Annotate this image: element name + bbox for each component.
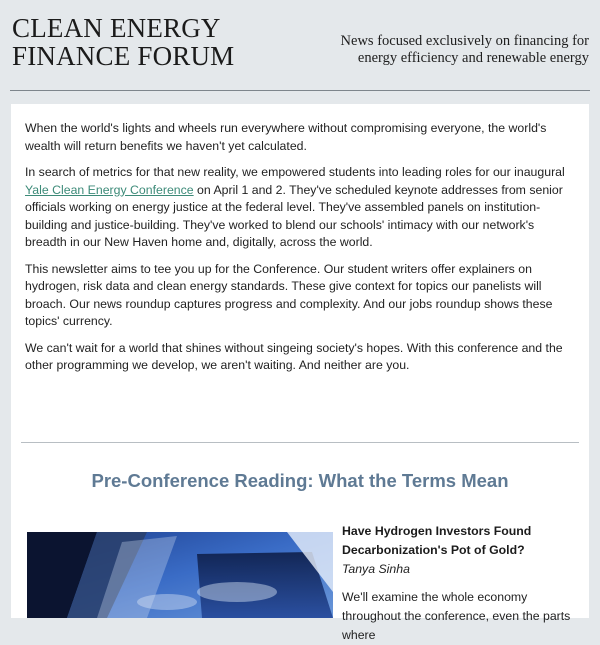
intro-section (11, 104, 589, 375)
newsletter-body (11, 104, 589, 642)
logo-line-1: CLEAN ENERGY (12, 13, 221, 43)
section-divider (21, 442, 579, 443)
featured-article (342, 522, 582, 645)
masthead (0, 0, 600, 90)
article-author: Tanya Sinha (342, 562, 410, 576)
tagline (341, 33, 589, 67)
article-title[interactable]: Have Hydrogen Investors Found Decarbonization's Pot of Gold? (342, 524, 532, 557)
intro-p2-text-after: on April 1 and 2. They've scheduled keynote addresses from senior officials working on energy justice at the federal level. They've assembled panels on institution-building and justice-building. They've worked to blend our schools' intimacy with our network's breadth in our New Haven home and, digitally, across the world. (25, 182, 563, 249)
intro-paragraph-1: When the world's lights and wheels run everywhere without compromising everyone, the world's wealth will return benefits we haven't yet calculated. (25, 121, 547, 153)
intro-paragraph-4: We can't wait for a world that shines without singeing society's hopes. With this conference and the other programming we develop, we aren't waiting. And neither are you. (25, 340, 563, 372)
article-thumbnail-image[interactable] (27, 532, 333, 618)
tagline-line-2: energy efficiency and renewable energy (357, 50, 589, 66)
article-blurb: We'll examine the whole economy throughout the conference, even the parts where (342, 590, 571, 642)
masthead-divider (10, 90, 590, 91)
tagline-line-1: News focused exclusively on financing for (340, 33, 589, 49)
newsletter-logo[interactable] (12, 14, 234, 70)
conference-link[interactable]: Yale Clean Energy Conference (25, 182, 194, 197)
intro-paragraph-2 (25, 164, 575, 252)
section-heading: Pre-Conference Reading: What the Terms Mean (91, 470, 509, 491)
intro-p2-text-before: In search of metrics for that new reality, we empowered students into leading roles for our inaugural (25, 165, 565, 179)
hydrogen-building-illustration (27, 532, 333, 618)
intro-paragraph-3: This newsletter aims to tee you up for the Conference. Our student writers offer explainers on hydrogen, risk data and clean energy standards. These give context for topics our panelists will broach. Our news roundup captures progress and complexity. And our jobs roundup shows these topics' currency. (25, 261, 553, 328)
logo-line-2: FINANCE FORUM (12, 41, 235, 71)
